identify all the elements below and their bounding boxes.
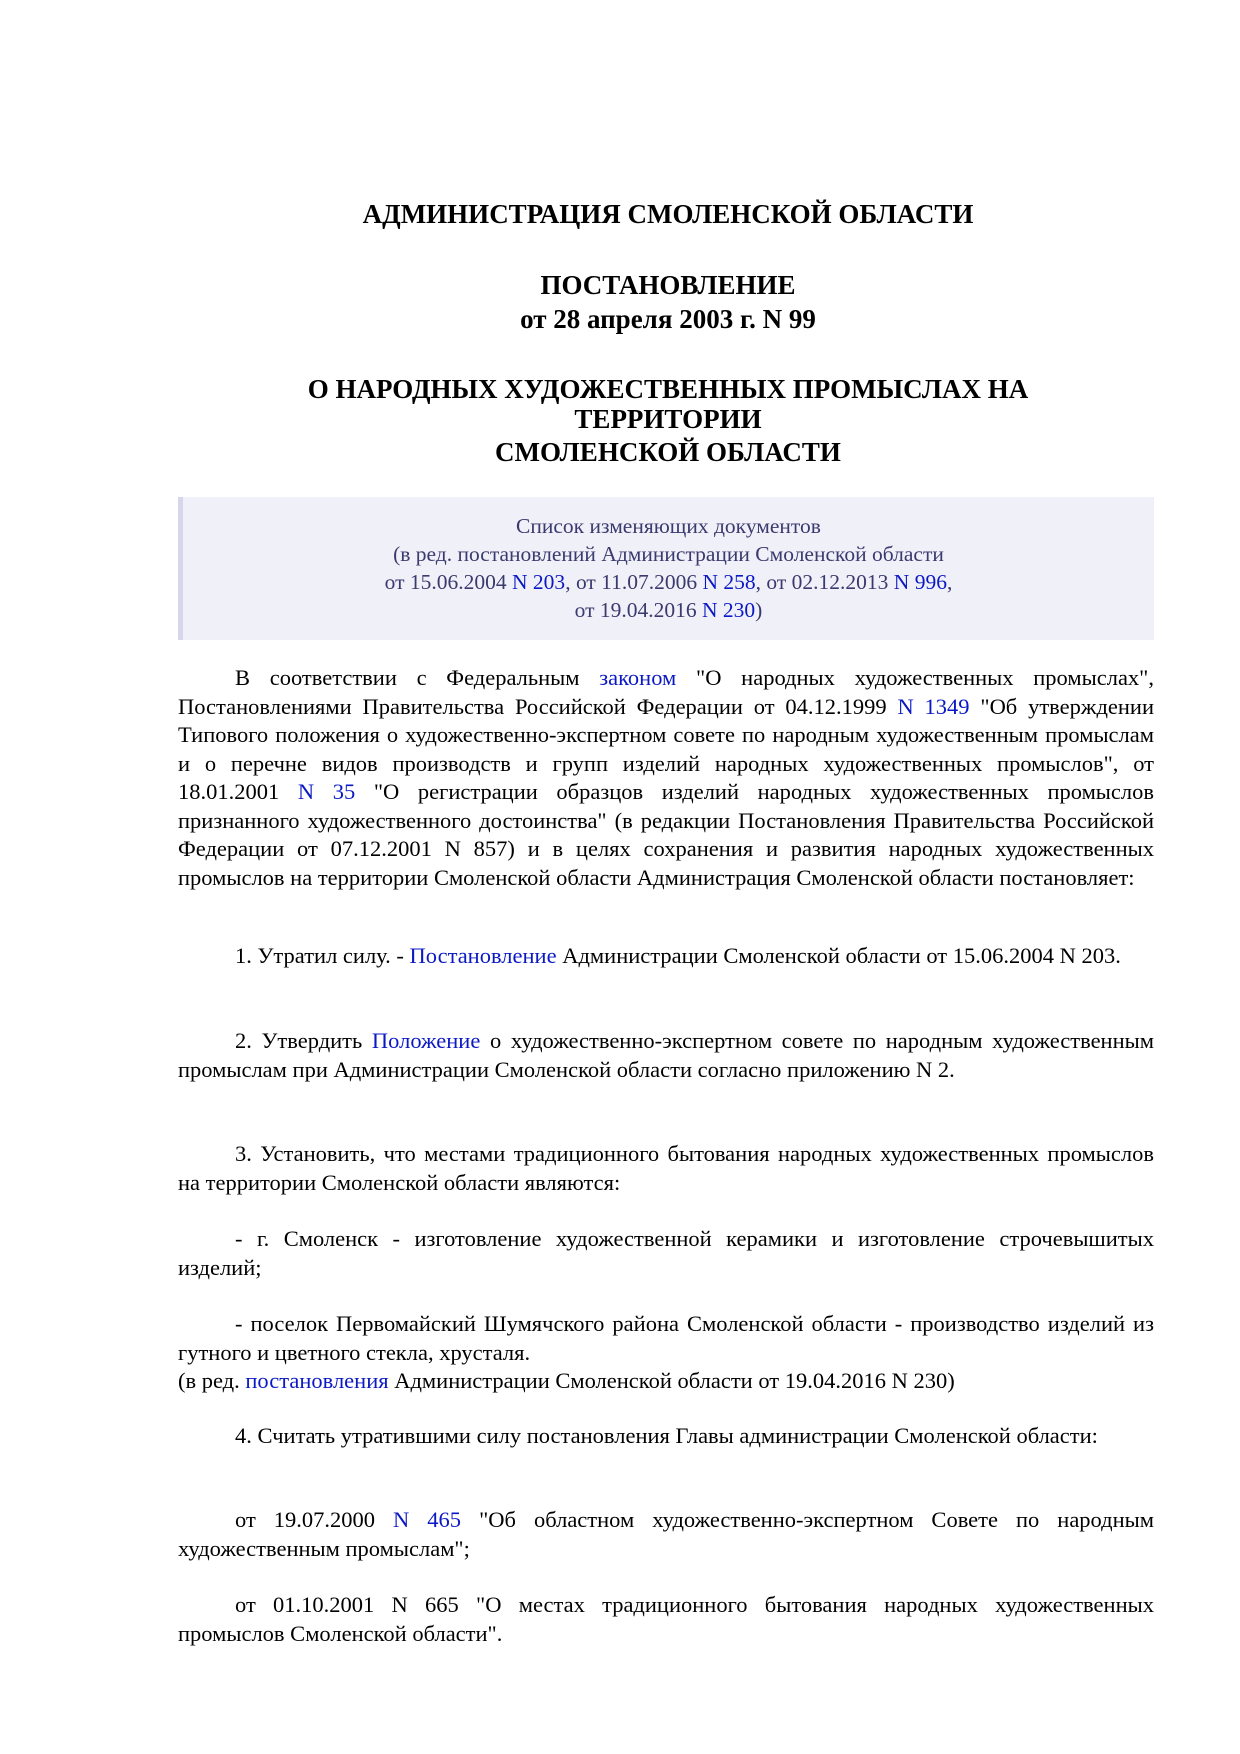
revision-link-n230[interactable]: N 230 (702, 598, 756, 622)
revision-list-text (183, 497, 1154, 624)
preamble-text: В соответствии с Федеральным (235, 665, 600, 690)
repealed-resolution-465 (178, 1506, 1154, 1563)
revision-link-n258[interactable]: N 258 (702, 570, 756, 594)
repeal-text: от 19.07.2000 (235, 1507, 394, 1532)
note-text: (в ред. (178, 1368, 246, 1393)
item-text: 1. Утратил силу. - (235, 943, 410, 968)
revision-text: , (946, 570, 953, 594)
item-text: о художественно-экспертном совете по народным художественным промыслам при Администрации Смоленской области согласно приложению N 2. (178, 1028, 1154, 1082)
item-text: 2. Утвердить (235, 1028, 372, 1053)
revision-link-n203[interactable]: N 203 (512, 570, 566, 594)
document-title-line-1: О НАРОДНЫХ ХУДОЖЕСТВЕННЫХ ПРОМЫСЛАХ НА (307, 374, 1029, 404)
preamble-text: "О регистрации образцов изделий народных художественных промыслов признанного художественного достоинства" (в редакции Постановления Правительства Российской Федерации от 07.12.2001 N 857) и в целях сохранения и развития народных художественных промыслов на территории Смоленской области Администрация Смоленской области постановляет: (178, 779, 1155, 890)
revision-text: от 19.04.2016 (574, 598, 703, 622)
revision-link-n996[interactable]: N 996 (893, 570, 947, 594)
revision-list-box (178, 497, 1154, 640)
resolution-465-link[interactable]: N 465 (393, 1507, 462, 1532)
revision-text: , от 11.07.2006 (565, 570, 703, 594)
item-text: Администрации Смоленской области от 15.06.2004 N 203. (556, 943, 1121, 968)
revision-text: ) (755, 598, 763, 622)
amendment-resolution-link[interactable]: постановления (245, 1368, 389, 1393)
revision-text: , от 02.12.2013 (755, 570, 894, 594)
revision-line-3 (183, 568, 1154, 596)
place-pervomaisky-paragraph: - поселок Первомайский Шумячского района Смоленской области - производство изделий из гутного и цветного стекла, хрусталя. (178, 1311, 1154, 1365)
revision-heading: Список изменяющих документов (516, 514, 821, 538)
item-4-paragraph: 4. Считать утратившими силу постановления Главы администрации Смоленской области: (235, 1423, 1098, 1448)
regulation-link[interactable]: Положение (371, 1028, 481, 1053)
resolution-link[interactable]: Постановление (409, 943, 557, 968)
resolution-35-link[interactable]: N 35 (297, 779, 356, 804)
amendment-note (178, 1367, 1154, 1396)
item-1-paragraph (178, 942, 1154, 971)
document-title-line-2: ТЕРРИТОРИИ (574, 404, 762, 434)
document-title-line-3: СМОЛЕНСКОЙ ОБЛАСТИ (495, 437, 841, 467)
preamble-text: "О народных художественных промыслах", Постановлениями Правительства Российской Федерации от 04.12.1999 (178, 665, 1154, 719)
item-3-paragraph: 3. Установить, что местами традиционного бытования народных художественных промыслов на территории Смоленской области являются: (178, 1141, 1154, 1195)
revision-line-4 (183, 596, 1154, 624)
item-2-paragraph (178, 1027, 1154, 1084)
repealed-resolution-665: от 01.10.2001 N 665 "О местах традиционного бытования народных художественных промыслов Смоленской области". (178, 1592, 1154, 1646)
revision-line-2: (в ред. постановлений Администрации Смоленской области (393, 542, 944, 566)
revision-text: от 15.06.2004 (384, 570, 513, 594)
note-text: Администрации Смоленской области от 19.04.2016 N 230) (388, 1368, 955, 1393)
organization-name: АДМИНИСТРАЦИЯ СМОЛЕНСКОЙ ОБЛАСТИ (362, 199, 974, 229)
federal-law-link[interactable]: законом (599, 665, 677, 690)
document-type: ПОСТАНОВЛЕНИЕ (540, 270, 796, 300)
resolution-1349-link[interactable]: N 1349 (897, 693, 970, 719)
place-smolensk-paragraph: - г. Смоленск - изготовление художественной керамики и изготовление строчевышитых изделий; (178, 1226, 1154, 1280)
preamble-paragraph (178, 664, 1154, 892)
preamble-text: "Об утверждении Типового положения о художественно-экспертном совете по народным художественным промыслам и о перечне видов производств и групп изделий народных художественных промыслов", от 18.01.2001 (178, 693, 1155, 804)
repeal-text: "Об областном художественно-экспертном Совете по народным художественным промыслам"; (178, 1507, 1155, 1561)
document-date-number: от 28 апреля 2003 г. N 99 (520, 304, 816, 334)
